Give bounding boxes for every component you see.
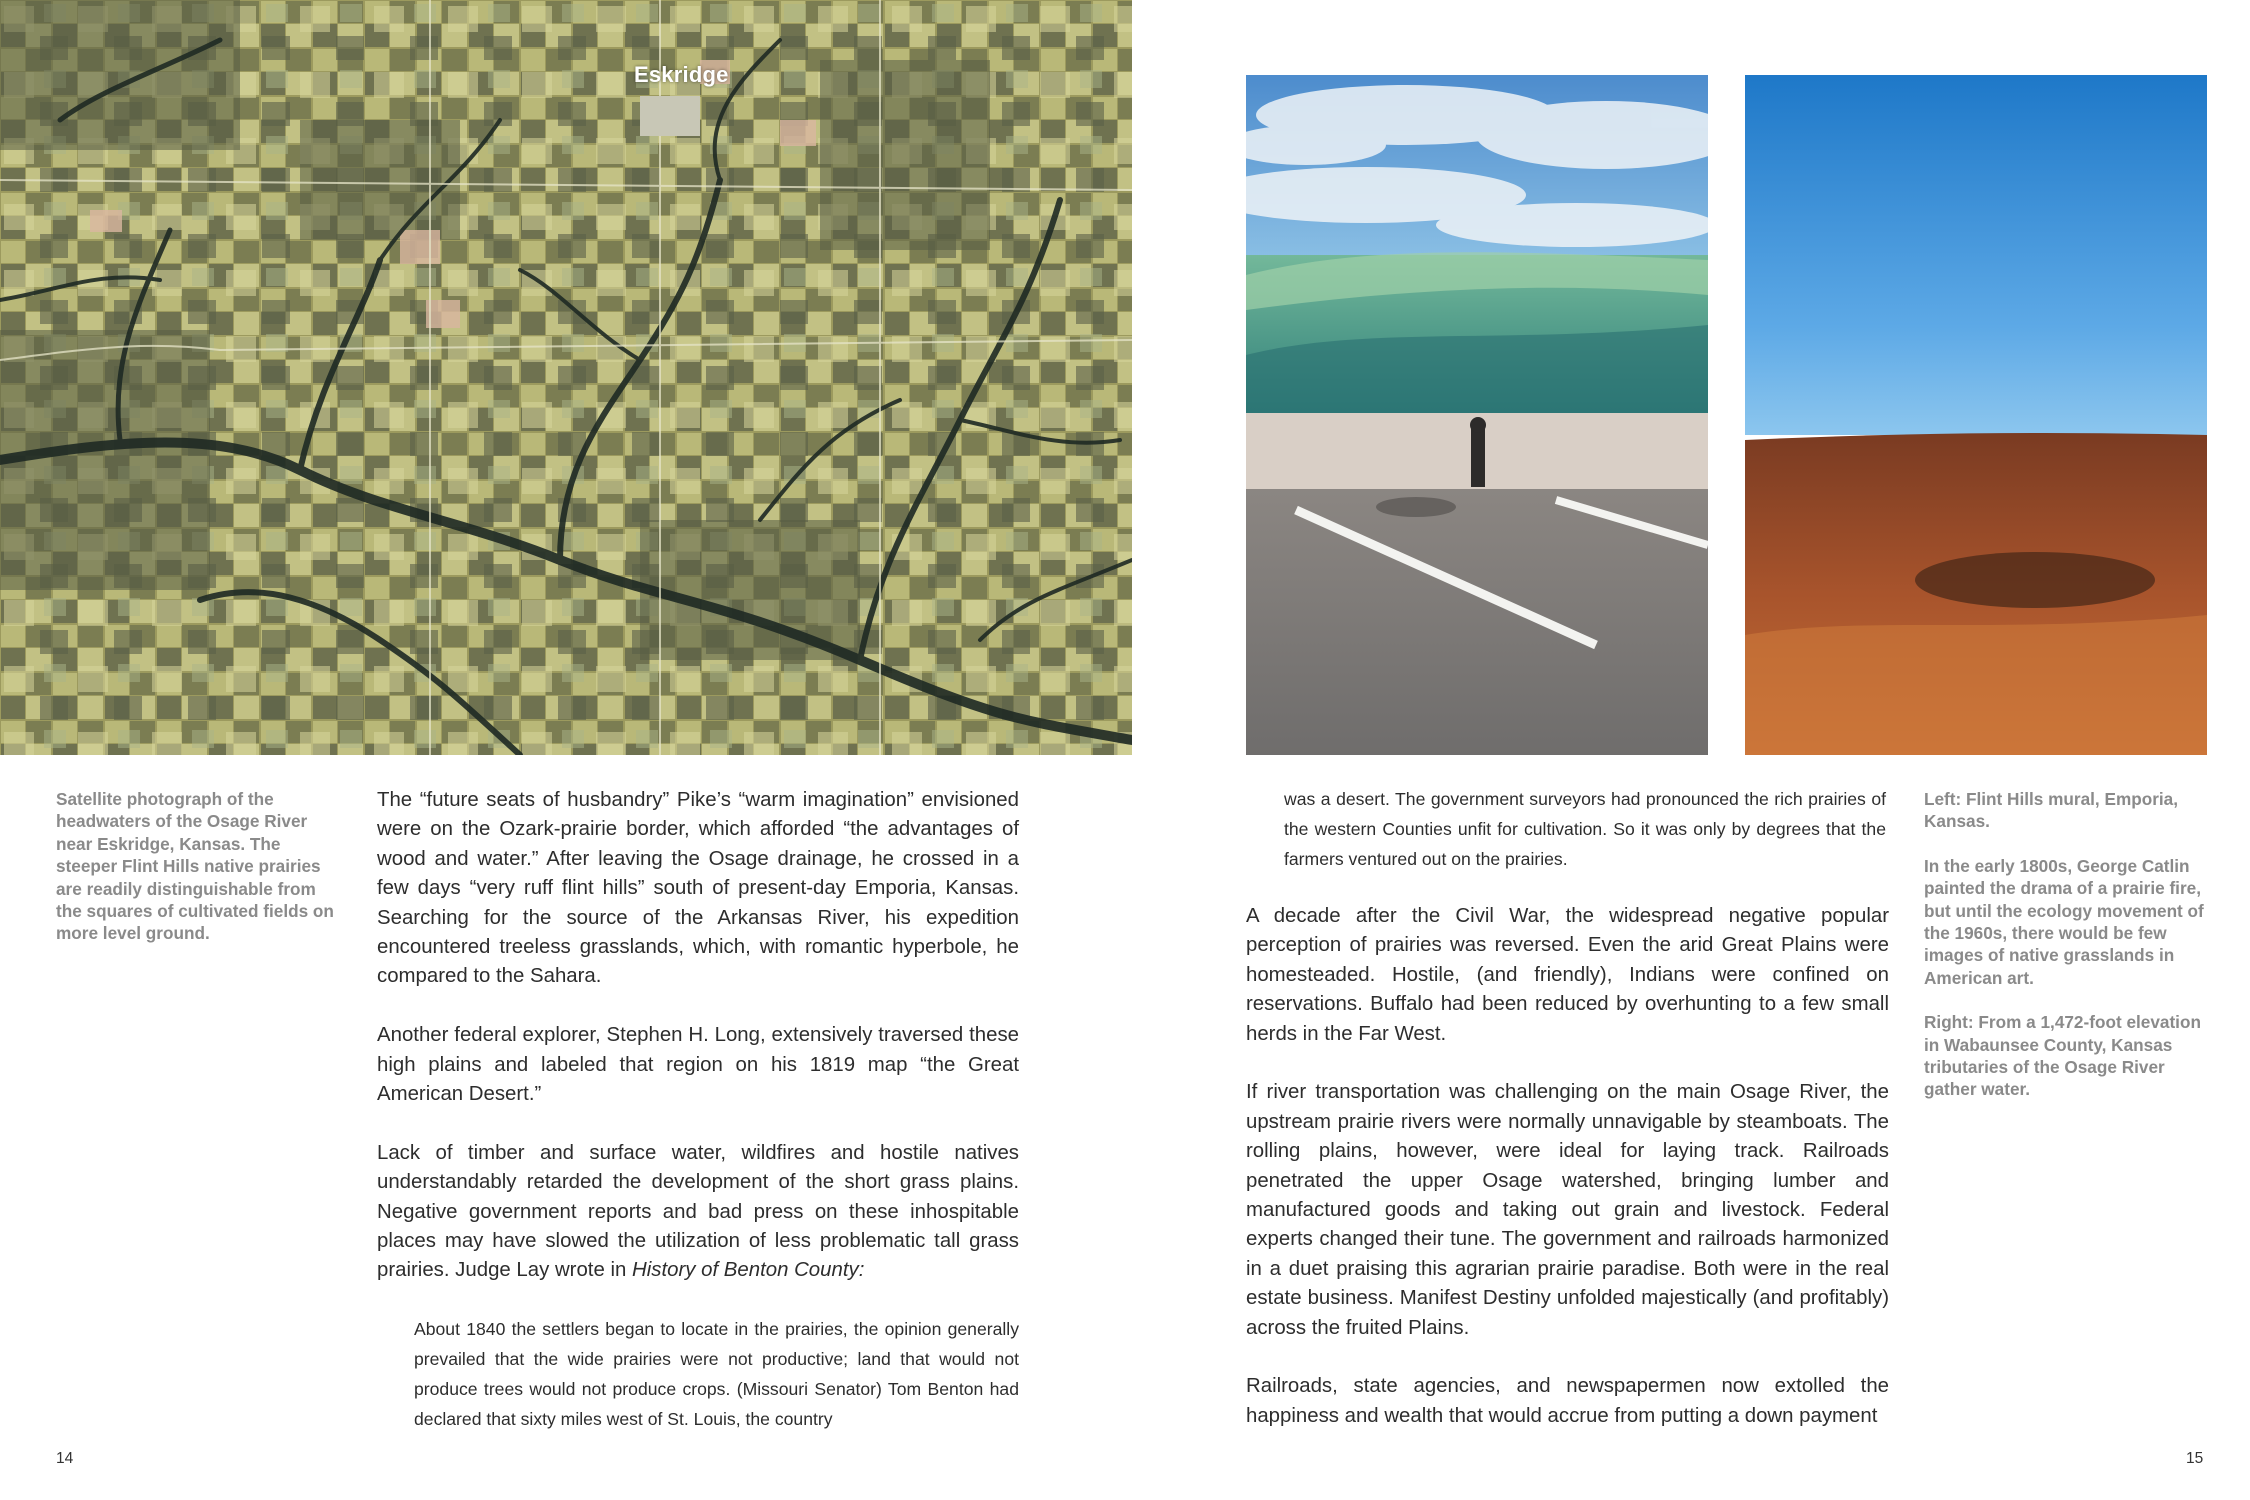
paragraph: A decade after the Civil War, the widespread negative popular perception of prairies was reversed. Even the arid Great Plains were homesteaded. Hostile, (and friendly), Indians were confined on reservations. Buffalo had been reduced by overhunting to a few small herds in the Far West. bbox=[1246, 905, 1889, 1045]
prairie-photograph bbox=[1745, 75, 2207, 755]
paragraph: The “future seats of husbandry” Pike’s “warm imagination” envisioned were on the Ozark-prairie border, which afforded “the advantages of wood and water.” After leaving the Osage drainage, he crossed in a few days “very ruff flint hills” south of present-day Emporia, Kansas. Searching for the source of the Arkansas River, his expedition encountered treeless grasslands, which, with romantic hyperbole, he compared to the Sahara. bbox=[377, 789, 1019, 988]
book-title: History of Benton County: bbox=[632, 1259, 865, 1282]
paragraph bbox=[377, 1139, 1019, 1286]
paragraph: If river transportation was challenging on the main Osage River, the upstream prairie rivers were normally unnavigable by steamboats. The rolling plains, however, were ideal for laying track. Railroads penetrated the upper Osage watershed, bringing lumber and manufactured goods and taking out grain and livestock. Federal experts changed their tune. The government and railroads harmonized in a duet praising this agrarian prairie paradise. Both were in the real estate business. Manifest Destiny unfolded majestically (and profitably) across the fruited Plains. bbox=[1246, 1081, 1889, 1339]
page-number-right: 15 bbox=[2186, 1450, 2204, 1467]
map-label-eskridge: Eskridge bbox=[634, 62, 729, 87]
quote-text: About 1840 the settlers began to locate in the prairies, the opinion generally prevailed that the wide prairies were not productive; land that would not produce trees would not produce crops. (Missouri Senator) Tom Benton had declared that sixty miles west of St. Louis, the country bbox=[414, 1319, 1019, 1429]
paragraph-text: Lack of timber and surface water, wildfires and hostile natives understandably retarded the development of the short grass plains. Negative government reports and bad press on these inhospitable places may have slowed the utilization of less problematic tall grass prairies. Judge Lay wrote in bbox=[377, 1141, 1019, 1282]
caption-catlin: In the early 1800s, George Catlin painted the drama of a prairie fire, but until the ecology movement of the 1960s, there would be few images of native grasslands in American art. bbox=[1924, 855, 2204, 988]
quote-text: was a desert. The government surveyors had pronounced the rich prairies of the western Counties unfit for cultivation. So it was only by degrees that the farmers ventured out on the prairies. bbox=[1284, 789, 1886, 869]
paragraph: Another federal explorer, Stephen H. Long, extensively traversed these high plains and labeled that region on his 1819 map “the Great American Desert.” bbox=[377, 1024, 1019, 1106]
paragraph: Railroads, state agencies, and newspapermen now extolled the happiness and wealth that would accrue from putting a down payment bbox=[1246, 1375, 1889, 1427]
right-body-text bbox=[1246, 902, 1889, 1461]
page-number-left: 14 bbox=[56, 1450, 74, 1467]
caption-left: Left: Flint Hills mural, Emporia, Kansas. bbox=[1924, 789, 2179, 832]
mural-photograph bbox=[1246, 75, 1708, 755]
satellite-photograph bbox=[0, 0, 1132, 755]
photo-captions bbox=[1924, 788, 2206, 1101]
caption-right: Right: From a 1,472-foot elevation in Wabaunsee County, Kansas tributaries of the Osage River gather water. bbox=[1924, 1012, 2201, 1100]
block-quote-continued bbox=[1284, 784, 1886, 874]
left-body-text bbox=[377, 786, 1019, 1315]
satellite-caption: Satellite photograph of the headwaters of the Osage River near Eskridge, Kansas. The steeper Flint Hills native prairies are readily distinguishable from the squares of cultivated fields on more level ground. bbox=[56, 789, 334, 944]
block-quote bbox=[414, 1314, 1019, 1434]
